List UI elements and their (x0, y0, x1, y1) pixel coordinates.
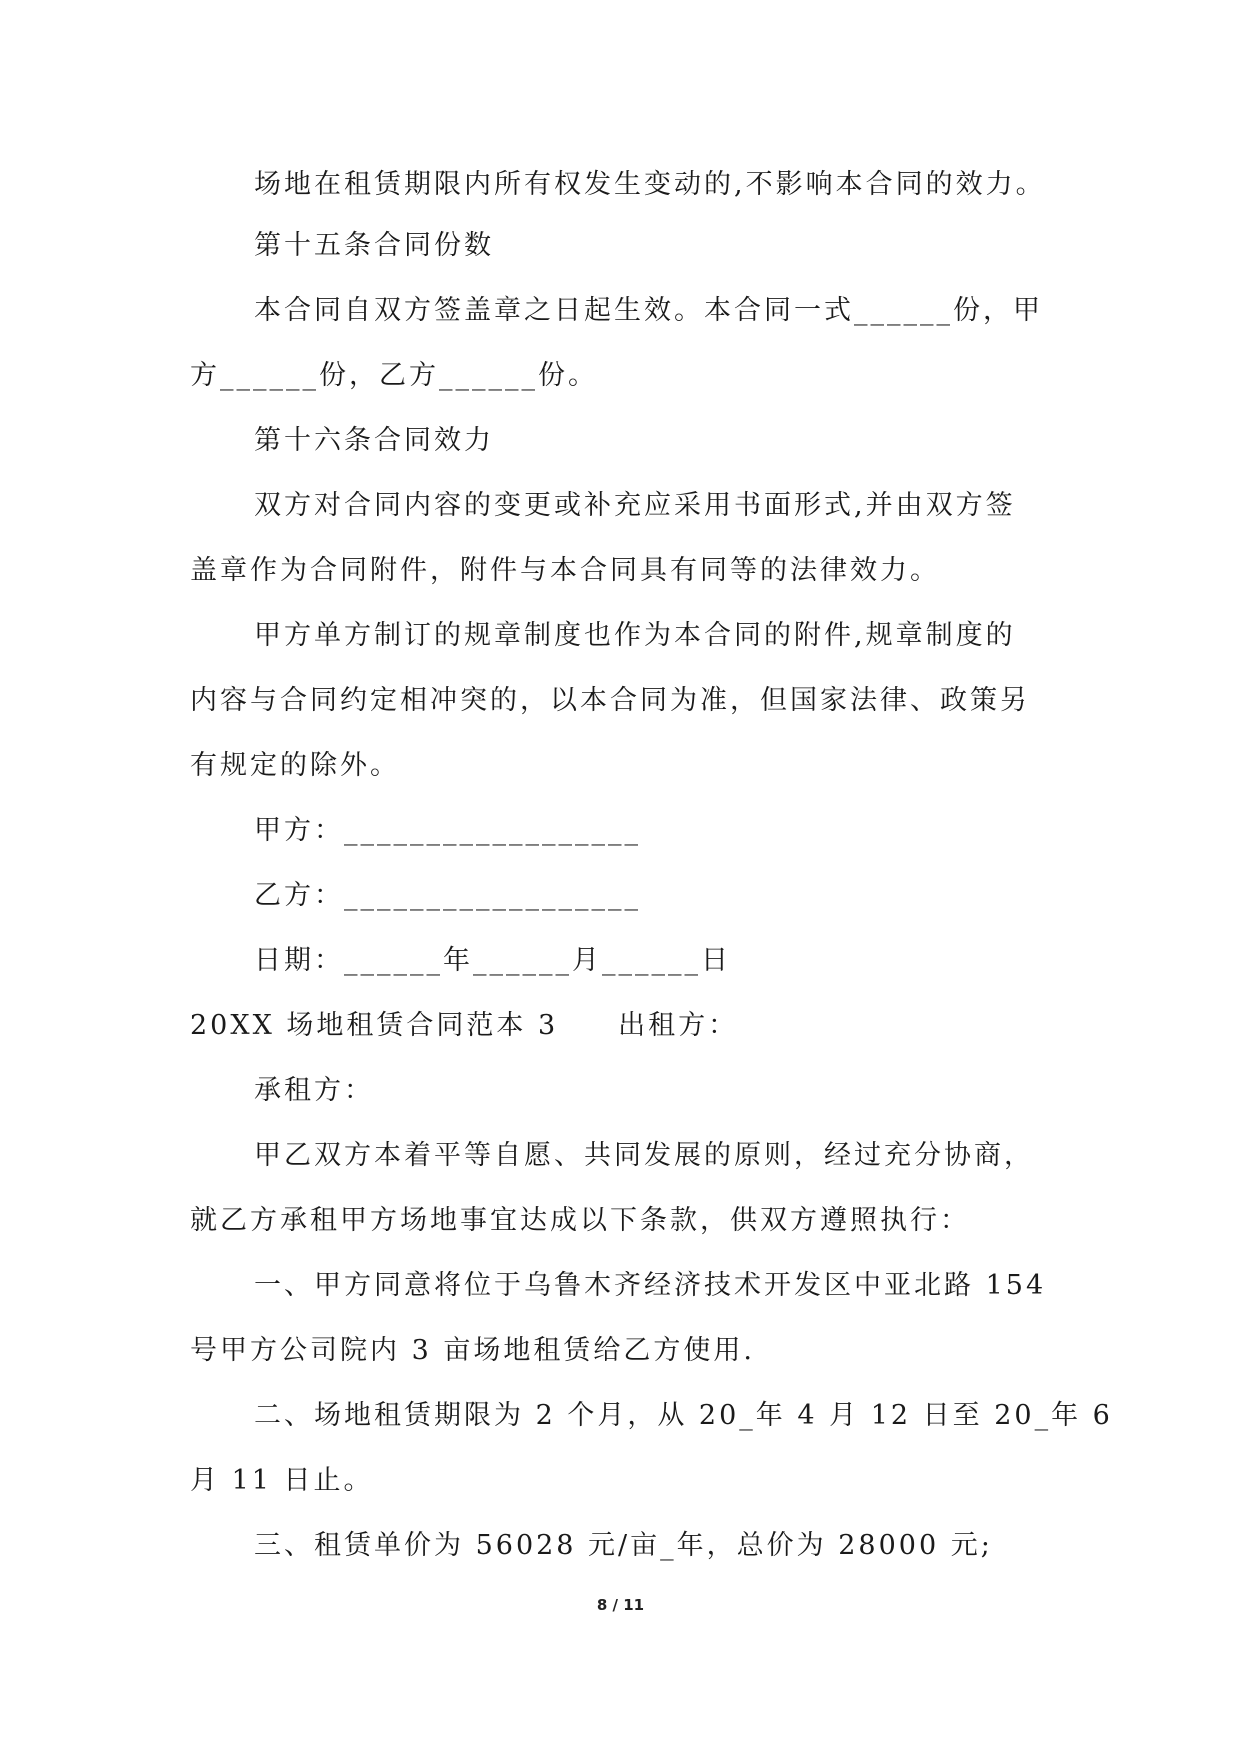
paragraph-line: 场地在租赁期限内所有权发生变动的,不影响本合同的效力。 (254, 169, 1046, 200)
clause-heading: 第十六条合同效力 (254, 425, 494, 456)
paragraph-line: 甲乙双方本着平等自愿、共同发展的原则，经过充分协商， (254, 1140, 1034, 1171)
paragraph-line: 方______份，乙方______份。 (190, 360, 598, 391)
paragraph-line: 二、场地租赁期限为 2 个月，从 20_年 4 月 12 日至 20_年 6 (254, 1400, 1113, 1431)
party-b-signature-line: 乙方：__________________ (254, 880, 641, 911)
party-a-signature-line: 甲方：__________________ (254, 815, 641, 846)
tenant-line: 承租方： (254, 1075, 374, 1106)
contract-title-line: 20XX 场地租赁合同范本 3 出租方： (190, 1010, 739, 1041)
paragraph-line: 就乙方承租甲方场地事宜达成以下条款，供双方遵照执行： (190, 1205, 970, 1236)
clause-heading: 第十五条合同份数 (254, 230, 494, 261)
paragraph-line: 双方对合同内容的变更或补充应采用书面形式,并由双方签 (254, 490, 1016, 521)
paragraph-line: 号甲方公司院内 3 亩场地租赁给乙方使用. (190, 1335, 755, 1366)
date-line: 日期：______年______月______日 (254, 945, 731, 976)
paragraph-line: 有规定的除外。 (190, 750, 400, 781)
paragraph-line: 内容与合同约定相冲突的，以本合同为准，但国家法律、政策另 (190, 685, 1030, 716)
paragraph-line: 三、租赁单价为 56028 元/亩_年，总价为 28000 元; (254, 1530, 993, 1561)
paragraph-line: 一、甲方同意将位于乌鲁木齐经济技术开发区中亚北路 154 (254, 1270, 1047, 1301)
paragraph-line: 甲方单方制订的规章制度也作为本合同的附件,规章制度的 (254, 620, 1016, 651)
paragraph-line: 本合同自双方签盖章之日起生效。本合同一式______份，甲 (254, 295, 1043, 326)
paragraph-line: 盖章作为合同附件，附件与本合同具有同等的法律效力。 (190, 555, 940, 586)
paragraph-line: 月 11 日止。 (190, 1465, 374, 1496)
page-number: 8 / 11 (596, 1596, 645, 1614)
